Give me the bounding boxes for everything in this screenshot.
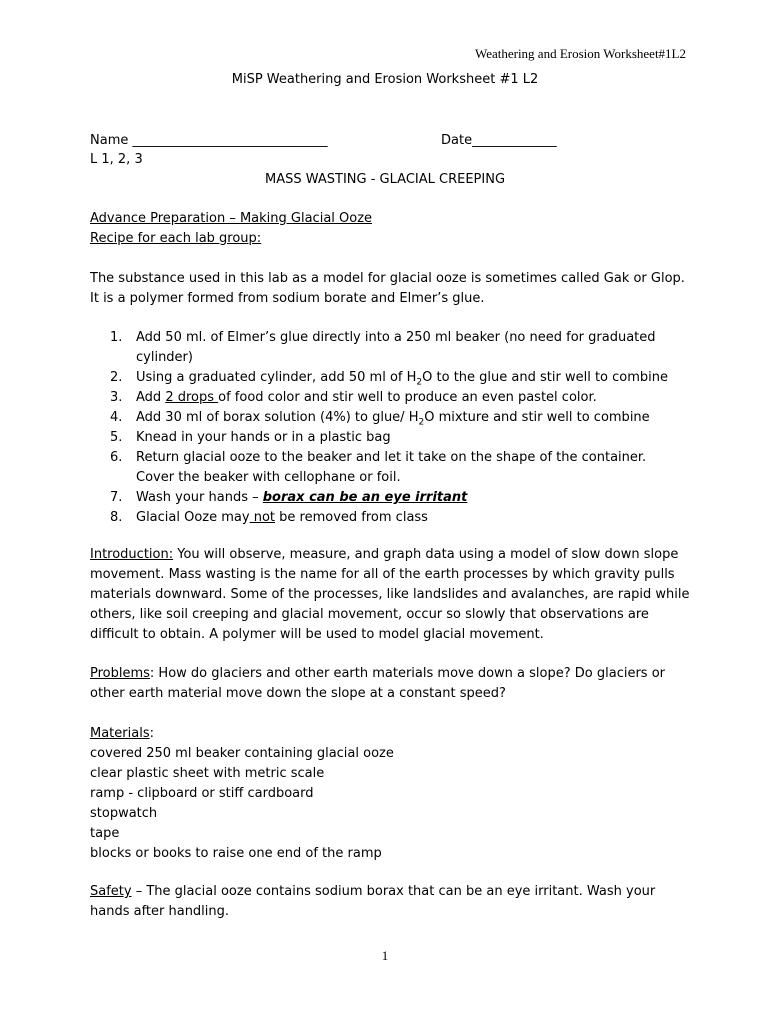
list-item: ramp - clipboard or stiff cardboard: [90, 786, 314, 801]
materials-label: Materials: [90, 726, 150, 741]
list-item: clear plastic sheet with metric scale: [90, 766, 325, 781]
running-header: Weathering and Erosion Worksheet#1L2: [474, 46, 686, 61]
list-item: 5. Knead in your hands or in a plastic bag: [110, 430, 391, 445]
list-item: tape: [90, 826, 120, 841]
problems-paragraph: Problems: How do glaciers and other earth materials move down a slope? Do glaciers or other earth material move down the slope at a constant speed?: [90, 666, 666, 701]
eye-irritant-warning: borax can be an eye irritant: [262, 490, 468, 505]
recipe-steps-list: [90, 328, 690, 528]
list-item: 1. Add 50 ml. of Elmer’s glue directly into a 250 ml beaker (no need for graduated cylinder): [110, 330, 656, 365]
list-item: 6. Return glacial ooze to the beaker and let it take on the shape of the container. Cover the beaker with cellophane or foil.: [110, 450, 647, 485]
date-field-label: Date_____________: [441, 133, 557, 148]
levels-label: L 1, 2, 3: [90, 152, 143, 167]
problems-label: Problems: [90, 666, 150, 681]
list-item: 4. Add 30 ml of borax solution (4%) to glue/ $H_2O$ mixture and stir well to combine: [110, 410, 650, 428]
list-item: stopwatch: [90, 806, 158, 821]
list-item: 8. Glacial Ooze may not be removed from class: [110, 510, 428, 525]
page-title: MiSP Weathering and Erosion Worksheet #1 L2: [231, 72, 539, 87]
list-item: 7. Wash your hands – borax can be an eye irritant: [110, 490, 468, 505]
prep-intro-line-1: The substance used in this lab as a model for glacial ooze is sometimes called Gak or Glop.: [90, 271, 685, 286]
list-item: 3. Add 2 drops of food color and stir well to produce an even pastel color.: [110, 390, 597, 405]
prep-heading: Advance Preparation – Making Glacial Ooze: [90, 211, 373, 226]
list-item: 2. Using a graduated cylinder, add 50 ml of $H_2O$ to the glue and stir well to combine: [110, 370, 668, 388]
page-number: 1: [381, 948, 389, 963]
recipe-subheading: Recipe for each lab group:: [90, 231, 262, 246]
prep-intro-line-2: It is a polymer formed from sodium borate and Elmer’s glue.: [90, 291, 485, 306]
list-item: covered 250 ml beaker containing glacial ooze: [90, 746, 394, 761]
name-field-label: Name ______________________________: [90, 133, 328, 148]
list-item: blocks or books to raise one end of the ramp: [90, 846, 382, 861]
materials-section: Materials: covered 250 ml beaker containing glacial ooze clear plastic sheet with metric scale ramp - clipboard or stiff cardboard stopwatch tape blocks or books to raise one end of the ramp: [90, 724, 690, 864]
safety-paragraph: Safety – The glacial ooze contains sodium borax that can be an eye irritant. Wash your hands after handling.: [90, 884, 656, 919]
safety-label: Safety: [90, 884, 132, 899]
introduction-label: Introduction:: [90, 547, 174, 562]
section-title: MASS WASTING - GLACIAL CREEPING: [264, 172, 506, 187]
introduction-paragraph: Introduction: You will observe, measure, and graph data using a model of slow down slope movement. Mass wasting is the name for all of the earth processes by which gravity pulls materials downward. Some of the processes, like landslides and avalanches, are rapid while others, like soil creeping and glacial movement, occur so slowly that observations are difficult to obtain. A polymer will be used to model glacial movement.: [90, 547, 690, 642]
